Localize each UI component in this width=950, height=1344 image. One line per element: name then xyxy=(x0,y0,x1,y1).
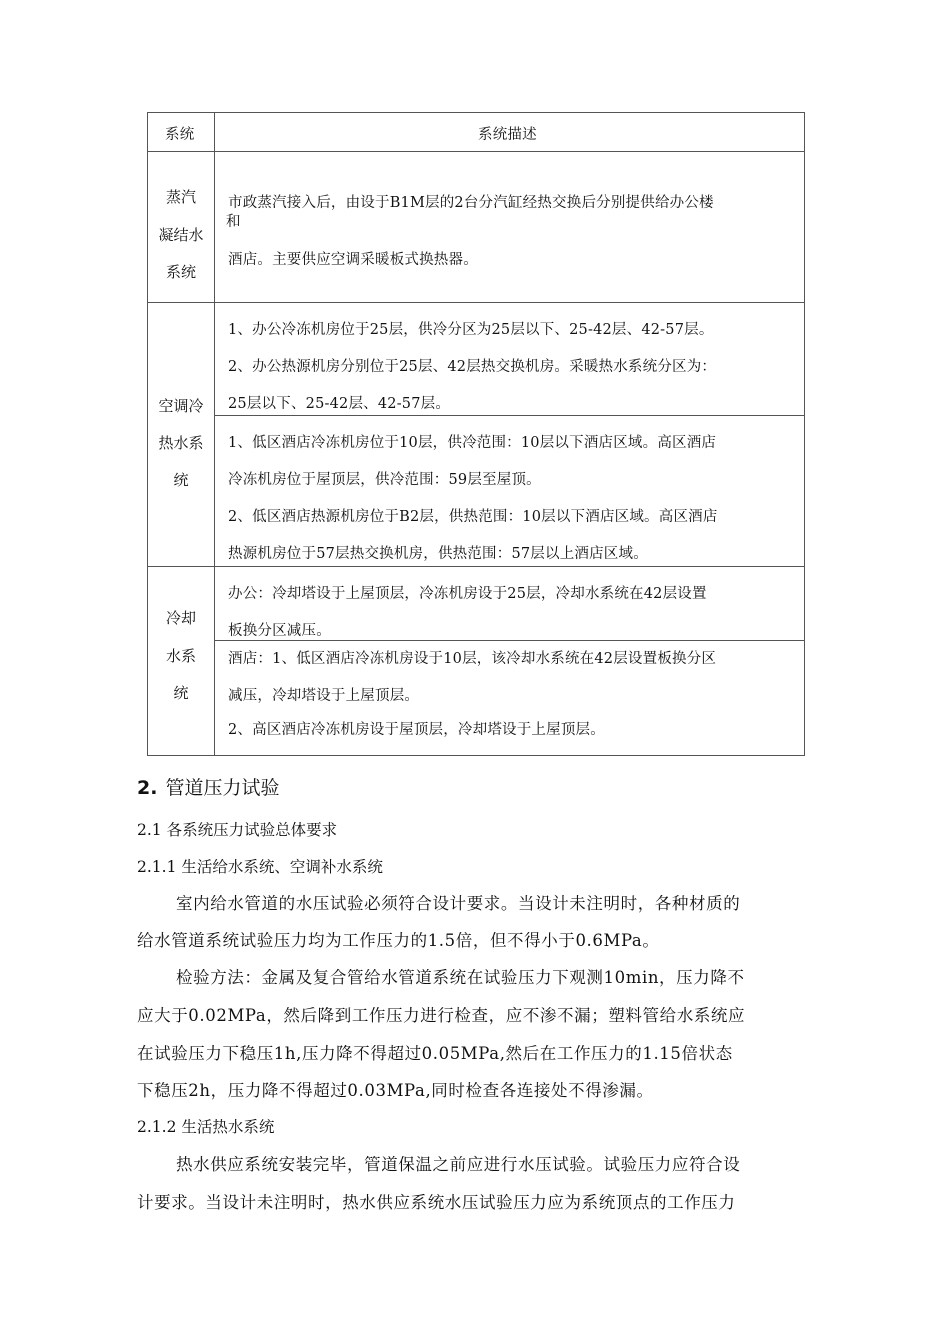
system-name: 热水系 xyxy=(158,434,204,452)
system-name: 冷却 xyxy=(165,609,196,627)
table-header-system: 系统 xyxy=(165,127,195,143)
subsection-heading: 2.1.1 生活给水系统、空调补水系统 xyxy=(137,858,383,876)
system-name: 凝结水 xyxy=(158,226,204,244)
system-description: 市政蒸汽接入后，由设于B1M层的2台分汽缸经热交换后分别提供给办公楼 xyxy=(228,195,714,211)
system-name: 统 xyxy=(173,684,189,702)
table-header-description: 系统描述 xyxy=(478,127,537,143)
system-description: 热源机房位于57层热交换机房，供热范围：57层以上酒店区域。 xyxy=(228,546,648,562)
paragraph-line: 给水管道系统试验压力均为工作压力的1.5倍，但不得小于0.6MPa。 xyxy=(137,931,660,950)
system-description: 减压，冷却塔设于上屋顶层。 xyxy=(228,688,420,704)
system-name: 统 xyxy=(173,471,189,489)
subsection-heading: 2.1.2 生活热水系统 xyxy=(137,1118,275,1136)
system-name: 系统 xyxy=(165,263,196,281)
system-description: 冷冻机房位于屋顶层，供冷范围：59层至屋顶。 xyxy=(228,472,541,488)
subsection-heading: 2.1 各系统压力试验总体要求 xyxy=(137,821,338,839)
system-description: 1、低区酒店冷冻机房位于10层，供冷范围：10层以下酒店区域。高区酒店 xyxy=(228,435,717,451)
section-title: 管道压力试验 xyxy=(165,777,280,799)
section-heading xyxy=(137,773,279,800)
system-description: 2、低区酒店热源机房位于B2层，供热范围：10层以下酒店区域。高区酒店 xyxy=(228,509,718,525)
system-description: 和 xyxy=(226,214,241,230)
system-name: 水系 xyxy=(165,647,196,665)
section-number: 2. xyxy=(137,777,158,799)
system-description: 酒店。主要供应空调采暖板式换热器。 xyxy=(228,252,478,268)
paragraph-line: 室内给水管道的水压试验必须符合设计要求。当设计未注明时，各种材质的 xyxy=(176,894,741,913)
paragraph-line: 检验方法：金属及复合管给水管道系统在试验压力下观测10min，压力降不 xyxy=(176,968,745,987)
system-description: 1、办公冷冻机房位于25层，供冷分区为25层以下、25-42层、42-57层。 xyxy=(228,322,714,338)
paragraph-line: 下稳压2h，压力降不得超过0.03MPa,同时检查各连接处不得渗漏。 xyxy=(137,1081,654,1100)
system-description: 酒店：1、低区酒店冷冻机房设于10层，该冷却水系统在42层设置板换分区 xyxy=(228,651,717,667)
system-name: 蒸汽 xyxy=(165,188,196,206)
system-description: 2、高区酒店冷冻机房设于屋顶层，冷却塔设于上屋顶层。 xyxy=(228,722,605,738)
system-name: 空调冷 xyxy=(158,397,204,415)
system-description: 办公：冷却塔设于上屋顶层，冷冻机房设于25层，冷却水系统在42层设置 xyxy=(228,586,707,602)
paragraph-line: 计要求。当设计未注明时，热水供应系统水压试验压力应为系统顶点的工作压力 xyxy=(137,1193,736,1212)
system-description: 2、办公热源机房分别位于25层、42层热交换机房。采暖热水系统分区为： xyxy=(228,359,717,375)
system-description: 板换分区减压。 xyxy=(228,623,331,639)
paragraph-line: 热水供应系统安装完毕，管道保温之前应进行水压试验。试验压力应符合设 xyxy=(176,1155,741,1174)
system-description: 25层以下、25-42层、42-57层。 xyxy=(228,396,451,412)
table-row-desc xyxy=(214,151,805,303)
paragraph-line: 应大于0.02MPa，然后降到工作压力进行检查，应不渗不漏；塑料管给水系统应 xyxy=(137,1006,746,1025)
paragraph-line: 在试验压力下稳压1h,压力降不得超过0.05MPa,然后在工作压力的1.15倍状态 xyxy=(137,1044,733,1063)
